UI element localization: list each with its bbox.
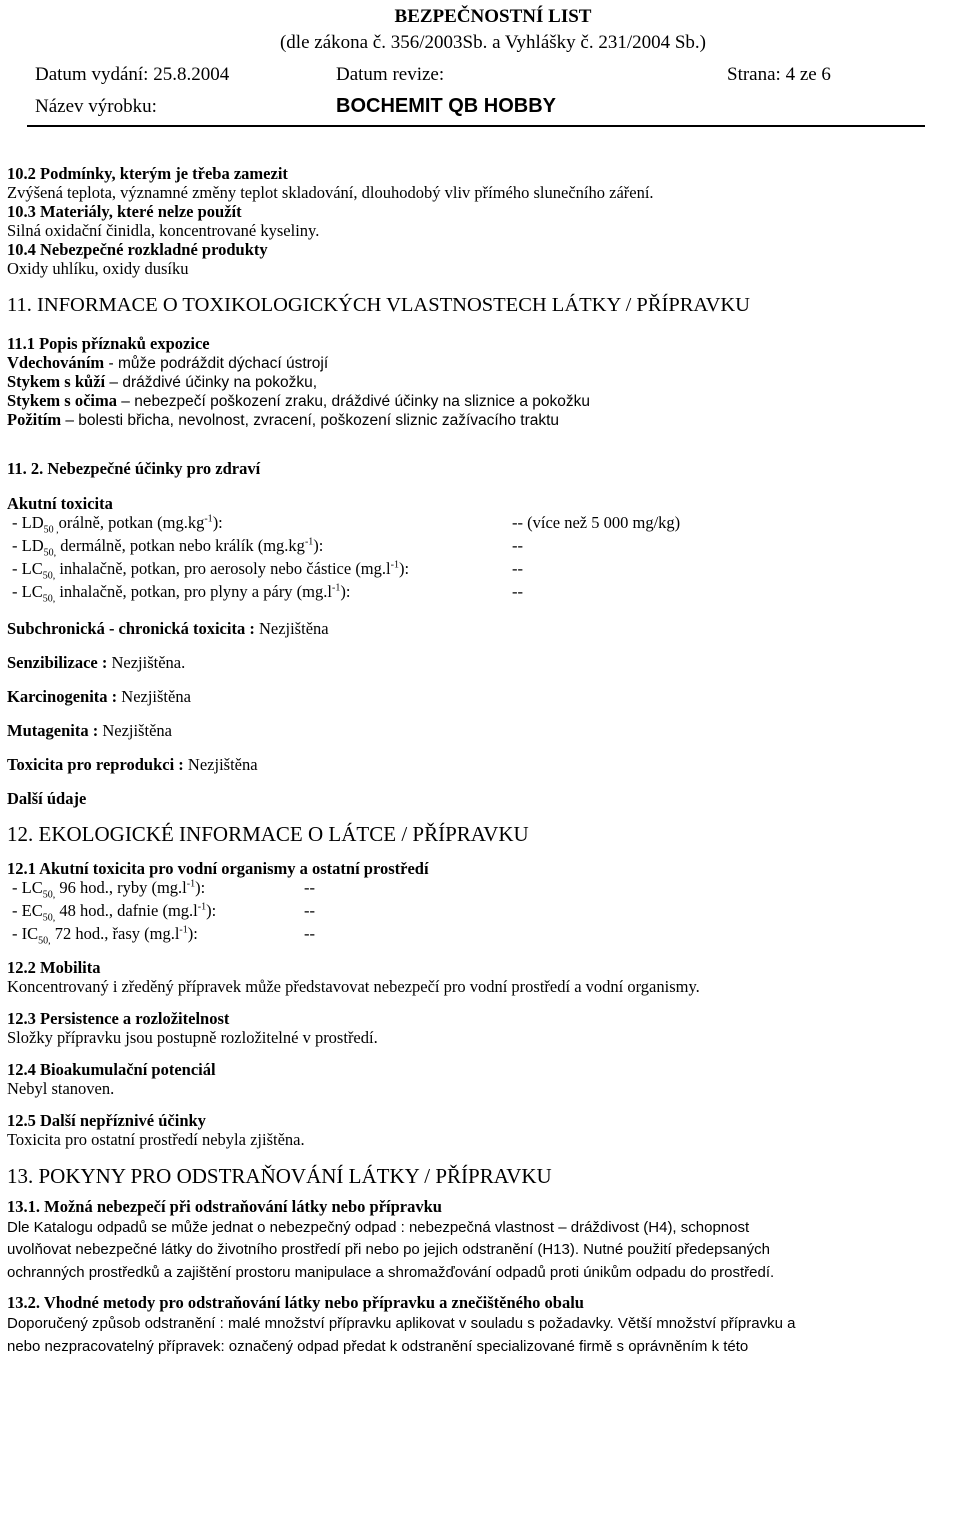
tox-row (7, 583, 947, 606)
symptom-ingestion-text: – bolesti břicha, nevolnost, zvracení, poškození sliznic zažívacího traktu (61, 412, 560, 430)
symptom-skin-text: – dráždivé účinky na pokožku, (105, 374, 318, 392)
section-10-3-text: Silná oxidační činidla, koncentrované kyseliny. (7, 220, 320, 240)
section-12-2-text: Koncentrovaný i zředěný přípravek může představovat nebezpečí pro vodní prostředí a vodní organismy. (7, 977, 700, 997)
symptom-ingestion-label: Požitím (7, 410, 62, 430)
tox-row-sup: -1 (304, 536, 314, 548)
sensitization-value: Nezjištěna. (111, 653, 186, 673)
symptom-inhalation (7, 354, 947, 373)
section-13-2-heading: 13.2. Vhodné metody pro odstraňování látky nebo přípravku a znečištěného obalu (7, 1293, 584, 1313)
header-divider (27, 125, 925, 127)
tox-row-sup: -1 (390, 559, 399, 571)
revision-date: Datum revize: (336, 64, 445, 85)
reproductive-toxicity-value: Nezjištěna (187, 755, 258, 775)
symptom-eyes-text: – nebezpečí poškození zraku, dráždivé účinky na sliznice a pokožku (117, 393, 591, 411)
symptom-inhalation-label: Vdechováním (7, 353, 105, 373)
document-body (7, 165, 947, 1358)
tox-row-sup: -1 (331, 582, 341, 594)
section-12-3-text: Složky přípravku jsou postupně rozložitelné v prostředí. (7, 1027, 378, 1047)
symptom-inhalation-text: - může podráždit dýchací ústrojí (104, 355, 329, 373)
tox-row-sub: 50, (42, 570, 56, 582)
issue-date: Datum vydání: 25.8.2004 (35, 64, 230, 85)
tox-row-prefix: - LC (12, 582, 43, 602)
tox-row-text: inhalačně, potkan, pro aerosoly nebo částice (mg.l (55, 559, 391, 579)
tox-row-sup: -1 (204, 513, 213, 525)
symptom-eyes-label: Stykem s očima (7, 391, 117, 411)
eco-row-sub: 50, (42, 889, 56, 901)
subchronic-toxicity (7, 620, 947, 639)
mutagenicity-value: Nezjištěna (102, 721, 172, 741)
eco-row-suffix: ): (187, 924, 198, 944)
carcinogenicity-label: Karcinogenita : (7, 687, 122, 707)
tox-row-suffix: ): (313, 536, 324, 556)
eco-row (7, 902, 947, 925)
section-12-5-text: Toxicita pro ostatní prostředí nebyla zjištěna. (7, 1129, 305, 1149)
section-10-3-heading: 10.3 Materiály, které nelze použít (7, 201, 242, 221)
section-13-1-line-1: Dle Katalogu odpadů se může jednat o nebezpečný odpad : nebezpečná vlastnost – dráždivost (H4), schopnost (7, 1218, 750, 1236)
mutagenicity (7, 722, 947, 741)
eco-row-suffix: ): (206, 901, 217, 921)
sensitization-label: Senzibilizace : (7, 653, 112, 673)
eco-row-prefix: - LC (12, 878, 43, 898)
tox-row (7, 537, 947, 560)
carcinogenicity-value: Nezjištěna (121, 687, 191, 707)
further-info-heading: Další údaje (7, 789, 87, 808)
section-13-2-line-1: Doporučený způsob odstranění : malé množství přípravku aplikovat v souladu s požadavky. Větší množství přípravku a (7, 1315, 796, 1333)
eco-row-prefix: - IC (12, 924, 39, 944)
section-12-2-heading: 12.2 Mobilita (7, 958, 101, 978)
section-11-2-heading: 11. 2. Nebezpečné účinky pro zdraví (7, 459, 261, 479)
eco-row-sup: -1 (186, 878, 196, 890)
tox-row-value: -- (512, 559, 523, 579)
section-12-1-heading: 12.1 Akutní toxicita pro vodní organismy a ostatní prostředí (7, 859, 429, 879)
reproductive-toxicity-label: Toxicita pro reprodukci : (7, 755, 188, 775)
tox-row-prefix: - LD (12, 536, 44, 556)
product-name: BOCHEMIT QB HOBBY (336, 95, 556, 117)
tox-row-sub: 50, (42, 593, 56, 605)
section-12-4-text: Nebyl stanoven. (7, 1078, 115, 1098)
section-10-2-heading: 10.2 Podmínky, kterým je třeba zamezit (7, 164, 288, 183)
eco-row (7, 879, 947, 902)
page-number: Strana: 4 ze 6 (727, 64, 831, 85)
symptom-skin-label: Stykem s kůží (7, 372, 106, 392)
section-10-4-heading: 10.4 Nebezpečné rozkladné produkty (7, 239, 268, 259)
symptom-ingestion (7, 411, 947, 430)
section-13-1-line-3: ochranných prostředků a zajištění prostoru manipulace a shromažďování odpadů proti únikům odpadu do prostředí. (7, 1263, 775, 1281)
section-13-2-line-2: nebo nezpracovatelný přípravek: označený odpad předat k odstranění specializované firmě s oprávněním k této (7, 1337, 749, 1355)
section-11-title: 11. INFORMACE O TOXIKOLOGICKÝCH VLASTNOSTECH LÁTKY / PŘÍPRAVKU (7, 293, 750, 316)
symptom-skin (7, 373, 947, 392)
subchronic-value: Nezjištěna (258, 619, 329, 639)
eco-row-sub: 50, (38, 935, 51, 947)
section-12-3-heading: 12.3 Persistence a rozložitelnost (7, 1009, 230, 1029)
tox-row-sub: 50, (43, 547, 57, 559)
symptom-eyes (7, 392, 947, 411)
eco-row (7, 925, 947, 948)
tox-row-text: orálně, potkan (mg.kg (58, 513, 205, 533)
section-12-title: 12. EKOLOGICKÉ INFORMACE O LÁTCE / PŘÍPRAVKU (7, 821, 529, 846)
eco-row-value: -- (304, 924, 315, 944)
tox-row-value: -- (512, 536, 523, 556)
reproductive-toxicity (7, 756, 947, 775)
eco-row-suffix: ): (195, 878, 206, 898)
eco-row-sub: 50, (42, 912, 56, 924)
sensitization (7, 654, 947, 673)
tox-row-suffix: ): (212, 513, 223, 533)
subchronic-label: Subchronická - chronická toxicita : (7, 619, 259, 639)
acute-toxicity-heading: Akutní toxicita (7, 494, 113, 514)
tox-row (7, 560, 947, 583)
section-10-2-text: Zvýšená teplota, významné změny teplot skladování, dlouhodobý vliv přímého slunečního záření. (7, 182, 654, 202)
document-header (0, 0, 960, 128)
section-12-5-heading: 12.5 Další nepříznivé účinky (7, 1110, 206, 1130)
tox-row-suffix: ): (398, 559, 410, 579)
section-13-1-line-2: uvolňovat nebezpečné látky do životního prostředí při nebo po jejich odstranění (H13). Nutné použití předepsaných (7, 1241, 770, 1259)
eco-row-sup: -1 (197, 901, 207, 913)
document-subtitle: (dle zákona č. 356/2003Sb. a Vyhlášky č. 231/2004 Sb.) (279, 32, 707, 53)
tox-row-text: dermálně, potkan nebo králík (mg.kg (56, 536, 305, 556)
tox-row-prefix: - LD (12, 513, 44, 533)
mutagenicity-label: Mutagenita : (7, 721, 103, 741)
eco-row-value: -- (304, 901, 315, 921)
tox-row-sub: 50 , (43, 524, 59, 536)
eco-row-value: -- (304, 878, 315, 898)
carcinogenicity (7, 688, 947, 707)
section-10-4-text: Oxidy uhlíku, oxidy dusíku (7, 258, 189, 278)
product-label: Název výrobku: (35, 96, 157, 117)
tox-row-prefix: - LC (12, 559, 43, 579)
section-11-1-heading: 11.1 Popis příznaků expozice (7, 334, 210, 354)
eco-row-text: 48 hod., dafnie (mg.l (55, 901, 198, 921)
eco-row-text: 96 hod., ryby (mg.l (55, 878, 187, 898)
section-12-4-heading: 12.4 Bioakumulační potenciál (7, 1059, 216, 1079)
tox-row-suffix: ): (340, 582, 351, 602)
section-13-1-heading: 13.1. Možná nebezpečí při odstraňování látky nebo přípravku (7, 1196, 442, 1216)
tox-row-value: -- (512, 582, 523, 602)
eco-row-text: 72 hod., řasy (mg.l (50, 924, 180, 944)
section-13-title: 13. POKYNY PRO ODSTRAŇOVÁNÍ LÁTKY / PŘÍPRAVKU (7, 1163, 552, 1188)
tox-row (7, 514, 947, 537)
document-title: BEZPEČNOSTNÍ LIST (394, 6, 592, 27)
tox-row-value: -- (více než 5 000 mg/kg) (512, 513, 681, 533)
eco-row-sup: -1 (179, 924, 188, 936)
tox-row-text: inhalačně, potkan, pro plyny a páry (mg.l (55, 582, 332, 602)
eco-row-prefix: - EC (12, 901, 43, 921)
